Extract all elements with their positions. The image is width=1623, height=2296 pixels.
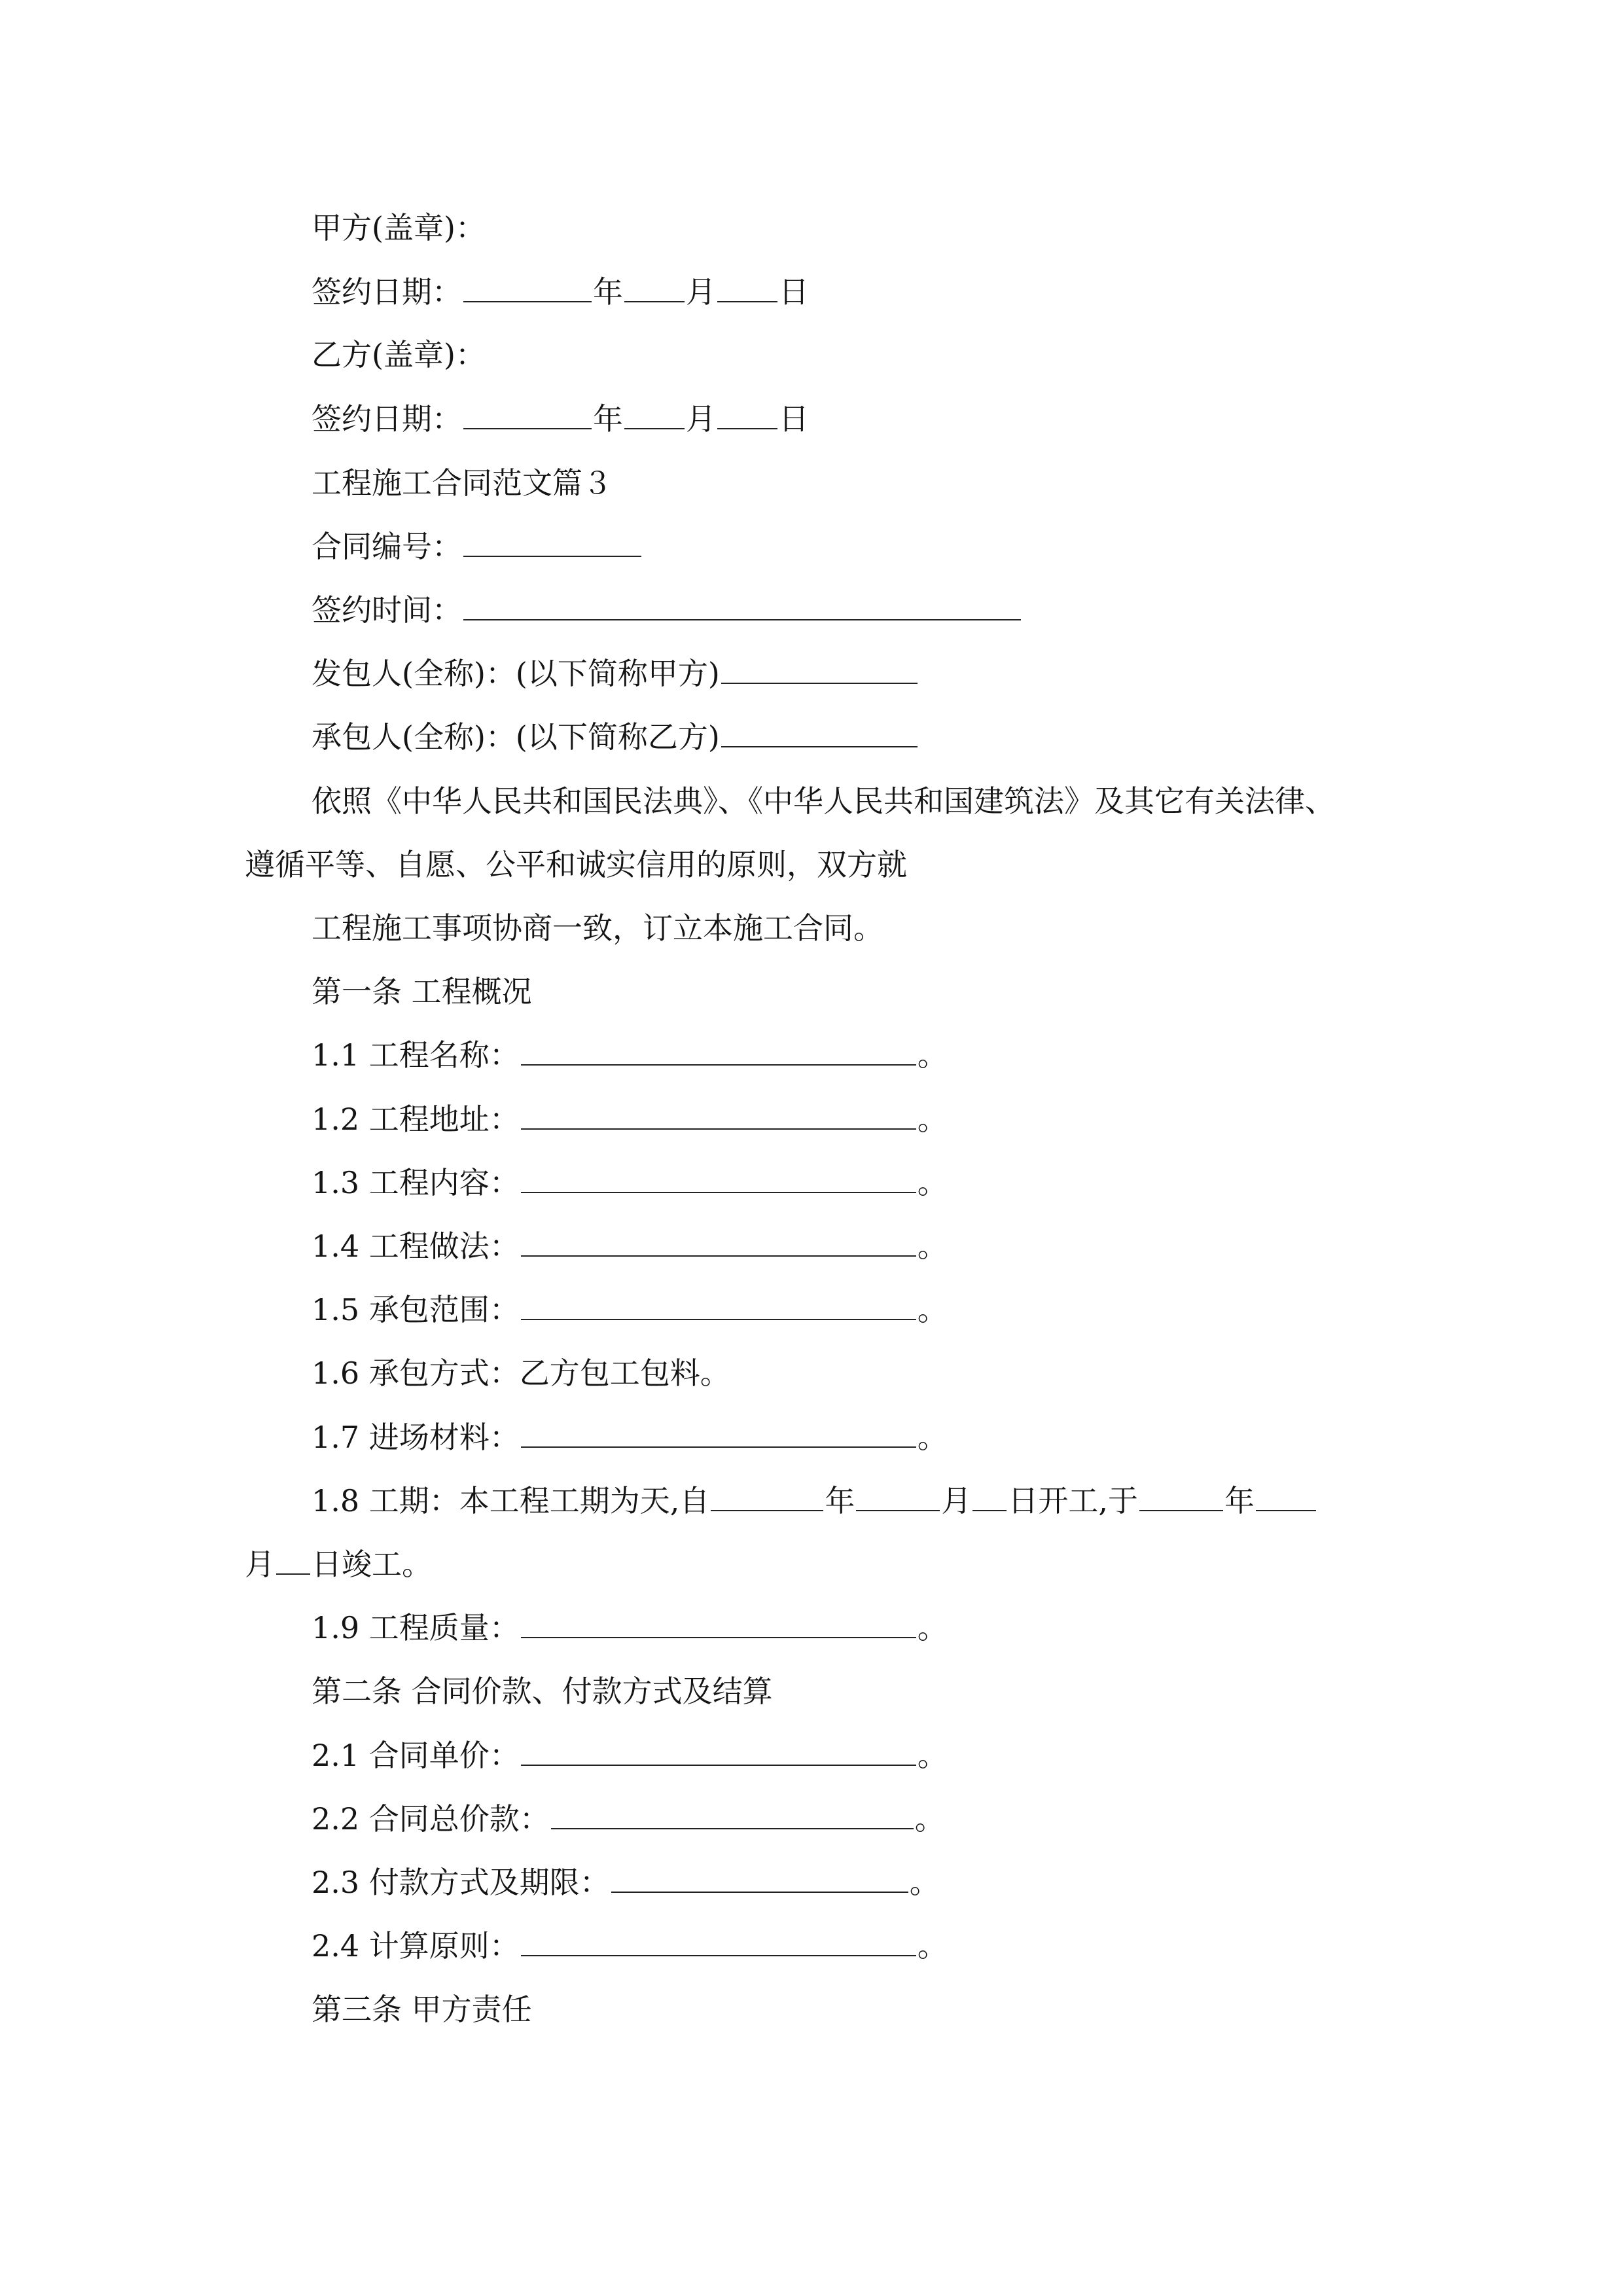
end-year-blank[interactable] [1139,1481,1223,1511]
sign-date-b-label: 签约日期： [312,401,462,437]
clause-2-3 [312,1863,940,1902]
clause-1-5-blank[interactable] [521,1290,916,1320]
clause-2-2 [312,1799,945,1839]
article-1-title-text: 第一条 工程概况 [312,974,532,1009]
clause-1-8-prefix: 1.8 工期：本工程工期为天,自 [312,1483,710,1518]
article-3-title-text: 第三条 甲方责任 [312,1992,532,2027]
month-unit: 月 [686,274,716,310]
party-a-seal-line [312,208,486,247]
clause-1-7-blank[interactable] [521,1418,916,1448]
intro-line-3 [312,908,883,948]
contractor-blank[interactable] [721,717,918,747]
period: 。 [917,1420,948,1455]
employer-blank[interactable] [721,654,918,684]
clause-1-2-label: 1.2 工程地址： [312,1102,520,1137]
intro-line-1 [312,781,1335,821]
day-unit: 日 [779,274,809,310]
intro-line-2 [245,845,907,884]
contract-no-blank[interactable] [463,527,641,557]
clause-1-4 [312,1227,948,1266]
clause-1-1 [312,1035,948,1075]
sign-date-b-line [312,399,809,439]
party-b-seal-label: 乙方(盖章)： [312,337,486,372]
clause-1-7 [312,1418,948,1457]
year-unit: 年 [1224,1483,1255,1518]
employer-label: 发包人(全称)：(以下简称甲方) [312,656,720,691]
period: 。 [917,1229,948,1264]
party-b-seal-line [312,335,486,374]
contractor-label: 承包人(全称)：(以下简称乙方) [312,719,720,755]
clause-1-6 [312,1354,730,1393]
clause-1-3-label: 1.3 工程内容： [312,1165,520,1200]
article-3-title [312,1990,532,2029]
clause-2-2-blank[interactable] [551,1799,914,1829]
clause-2-3-blank[interactable] [611,1863,908,1893]
clause-2-4-label: 2.4 计算原则： [312,1928,520,1964]
clause-1-8-cont [245,1545,432,1584]
period: 。 [917,1037,948,1073]
clause-1-1-label: 1.1 工程名称： [312,1037,520,1073]
month-blank[interactable] [624,399,685,429]
clause-1-2-blank[interactable] [521,1100,916,1130]
article-2-title [312,1672,773,1711]
sign-time-line [312,590,1022,630]
article-1-title [312,972,532,1011]
clause-2-2-label: 2.2 合同总价款： [312,1801,550,1837]
start-text: 日开工,于 [1008,1483,1139,1518]
intro-text-3: 工程施工事项协商一致，订立本施工合同。 [312,910,883,946]
period: 。 [914,1801,945,1837]
month-blank[interactable] [624,272,685,302]
period: 。 [917,1738,948,1773]
year-blank[interactable] [463,272,592,302]
period: 。 [917,1165,948,1200]
intro-text-2: 遵循平等、自愿、公平和诚实信用的原则，双方就 [245,847,907,882]
clause-2-1 [312,1736,948,1775]
clause-1-9-label: 1.9 工程质量： [312,1610,520,1645]
clause-1-1-blank[interactable] [521,1035,916,1066]
contract-no-line [312,527,643,566]
year-unit: 年 [825,1483,855,1518]
article-2-title-text: 第二条 合同价款、付款方式及结算 [312,1674,773,1709]
clause-1-9 [312,1608,948,1647]
clause-1-5 [312,1290,948,1329]
year-blank[interactable] [463,399,592,429]
period: 。 [917,1292,948,1327]
month-unit: 月 [686,401,716,437]
start-day-blank[interactable] [972,1481,1007,1511]
year-unit: 年 [593,274,623,310]
month-unit: 月 [245,1547,275,1582]
clause-1-8 [312,1481,1317,1520]
clause-1-5-label: 1.5 承包范围： [312,1292,520,1327]
party-a-seal-label: 甲方(盖章)： [312,210,486,245]
clause-1-9-blank[interactable] [521,1608,916,1638]
period: 。 [917,1102,948,1137]
day-unit: 日 [779,401,809,437]
section-title-text: 工程施工合同范文篇３ [312,465,613,501]
day-blank[interactable] [717,272,777,302]
employer-line [312,654,919,693]
clause-1-3-blank[interactable] [521,1163,916,1193]
clause-2-4-blank[interactable] [521,1926,916,1956]
clause-2-4 [312,1926,948,1965]
day-blank[interactable] [717,399,777,429]
period: 。 [917,1928,948,1964]
clause-2-3-label: 2.3 付款方式及期限： [312,1865,610,1900]
section-title [312,463,613,503]
clause-1-2 [312,1100,948,1139]
clause-1-4-label: 1.4 工程做法： [312,1229,520,1264]
end-text: 日竣工。 [312,1547,432,1582]
period: 。 [909,1865,940,1900]
year-unit: 年 [593,401,623,437]
start-year-blank[interactable] [711,1481,823,1511]
clause-1-6-text: 1.6 承包方式：乙方包工包料。 [312,1355,730,1391]
clause-1-3 [312,1163,948,1202]
sign-time-label: 签约时间： [312,592,462,628]
end-month-tail-blank[interactable] [1256,1481,1316,1511]
clause-1-7-label: 1.7 进场材料： [312,1420,520,1455]
clause-1-4-blank[interactable] [521,1227,916,1257]
contractor-line [312,717,919,757]
contract-no-label: 合同编号： [312,529,462,564]
end-day-blank[interactable] [276,1545,310,1575]
month-unit: 月 [941,1483,972,1518]
sign-time-blank[interactable] [463,590,1021,620]
intro-text-1: 依照《中华人民共和国民法典》、《中华人民共和国建筑法》及其它有关法律、 [312,783,1335,819]
clause-2-1-blank[interactable] [521,1736,916,1766]
start-month-blank[interactable] [856,1481,940,1511]
clause-2-1-label: 2.1 合同单价： [312,1738,520,1773]
sign-date-a-line [312,272,809,312]
period: 。 [917,1610,948,1645]
sign-date-a-label: 签约日期： [312,274,462,310]
